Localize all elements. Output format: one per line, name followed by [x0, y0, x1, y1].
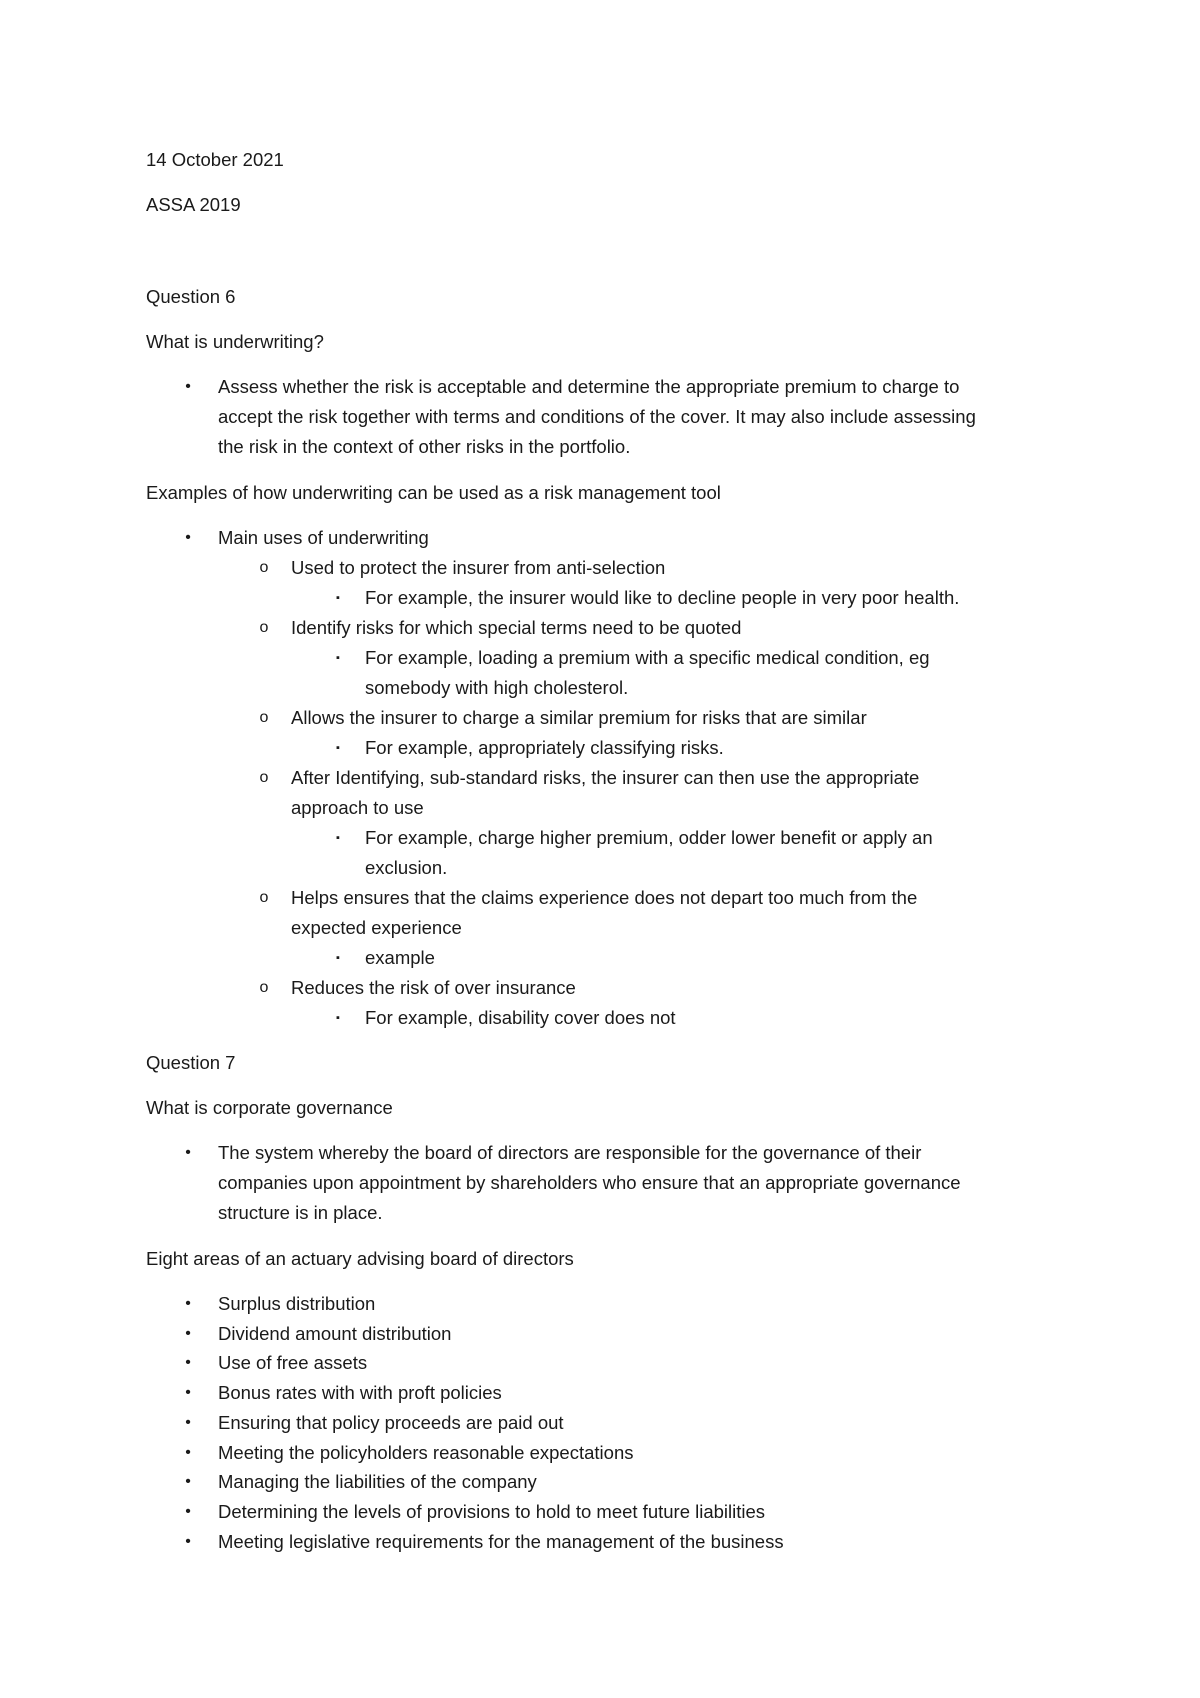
- use-item: Helps ensures that the claims experience does not depart too much from the: [291, 887, 918, 908]
- q6-examples-heading: Examples of how underwriting can be used as a risk management tool: [146, 482, 721, 503]
- bullet-marker: •: [185, 1384, 191, 1401]
- example-bullet-marker: ▪: [336, 652, 340, 664]
- q6-answer-line: Assess whether the risk is acceptable and determine the appropriate premium to charge to: [218, 376, 960, 397]
- bullet-marker: •: [185, 1444, 191, 1461]
- area-item: Dividend amount distribution: [218, 1323, 452, 1344]
- q7-areas-heading: Eight areas of an actuary advising board of directors: [146, 1248, 574, 1269]
- use-item: Allows the insurer to charge a similar premium for risks that are similar: [291, 707, 867, 728]
- use-item: expected experience: [291, 917, 462, 938]
- bullet-marker: •: [185, 1503, 191, 1520]
- bullet-marker: •: [185, 1473, 191, 1490]
- example-bullet-marker: ▪: [336, 952, 340, 964]
- question-6-heading: Question 6: [146, 286, 236, 307]
- sub-bullet-marker: o: [259, 559, 269, 576]
- area-item: Meeting legislative requirements for the management of the business: [218, 1531, 784, 1552]
- use-example: example: [365, 947, 435, 968]
- example-bullet-marker: ▪: [336, 742, 340, 754]
- document-subject: ASSA 2019: [146, 194, 241, 215]
- sub-bullet-marker: o: [259, 979, 269, 996]
- area-item: Use of free assets: [218, 1352, 368, 1373]
- use-example: For example, disability cover does not: [365, 1007, 676, 1028]
- sub-bullet-marker: o: [259, 889, 269, 906]
- document-date: 14 October 2021: [146, 149, 284, 170]
- use-example: For example, the insurer would like to decline people in very poor health.: [365, 587, 960, 608]
- bullet-marker: •: [185, 1295, 191, 1312]
- bullet-marker: •: [185, 378, 191, 395]
- use-item: Reduces the risk of over insurance: [291, 977, 576, 998]
- use-item: Used to protect the insurer from anti-selection: [291, 557, 666, 578]
- use-item: After Identifying, sub-standard risks, the insurer can then use the appropriate: [291, 767, 920, 788]
- bullet-marker: •: [185, 1414, 191, 1431]
- area-item: Meeting the policyholders reasonable expectations: [218, 1442, 634, 1463]
- q7-answer-line: The system whereby the board of directors are responsible for the governance of their: [218, 1142, 922, 1163]
- sub-bullet-marker: o: [259, 769, 269, 786]
- question-7-prompt: What is corporate governance: [146, 1097, 393, 1118]
- use-example: exclusion.: [365, 857, 448, 878]
- bullet-marker: •: [185, 1533, 191, 1550]
- use-item: Identify risks for which special terms need to be quoted: [291, 617, 742, 638]
- q7-answer-line: companies upon appointment by shareholders who ensure that an appropriate governance: [218, 1172, 961, 1193]
- area-item: Determining the levels of provisions to hold to meet future liabilities: [218, 1501, 766, 1522]
- sub-bullet-marker: o: [259, 709, 269, 726]
- bullet-marker: •: [185, 529, 191, 546]
- area-item: Surplus distribution: [218, 1293, 376, 1314]
- area-item: Ensuring that policy proceeds are paid out: [218, 1412, 564, 1433]
- area-item: Managing the liabilities of the company: [218, 1471, 537, 1492]
- sub-bullet-marker: o: [259, 619, 269, 636]
- use-item: approach to use: [291, 797, 424, 818]
- q6-answer-line: the risk in the context of other risks in the portfolio.: [218, 436, 631, 457]
- question-6-prompt: What is underwriting?: [146, 331, 324, 352]
- bullet-marker: •: [185, 1144, 191, 1161]
- q7-answer-line: structure is in place.: [218, 1202, 383, 1223]
- use-example: For example, appropriately classifying risks.: [365, 737, 724, 758]
- use-example: somebody with high cholesterol.: [365, 677, 629, 698]
- example-bullet-marker: ▪: [336, 1012, 340, 1024]
- use-example: For example, loading a premium with a specific medical condition, eg: [365, 647, 930, 668]
- example-bullet-marker: ▪: [336, 592, 340, 604]
- question-7-heading: Question 7: [146, 1052, 236, 1073]
- bullet-marker: •: [185, 1325, 191, 1342]
- example-bullet-marker: ▪: [336, 832, 340, 844]
- area-item: Bonus rates with with proft policies: [218, 1382, 502, 1403]
- bullet-marker: •: [185, 1354, 191, 1371]
- use-example: For example, charge higher premium, odder lower benefit or apply an: [365, 827, 933, 848]
- q6-main-uses: Main uses of underwriting: [218, 527, 429, 548]
- q6-answer-line: accept the risk together with terms and conditions of the cover. It may also include assessing: [218, 406, 976, 427]
